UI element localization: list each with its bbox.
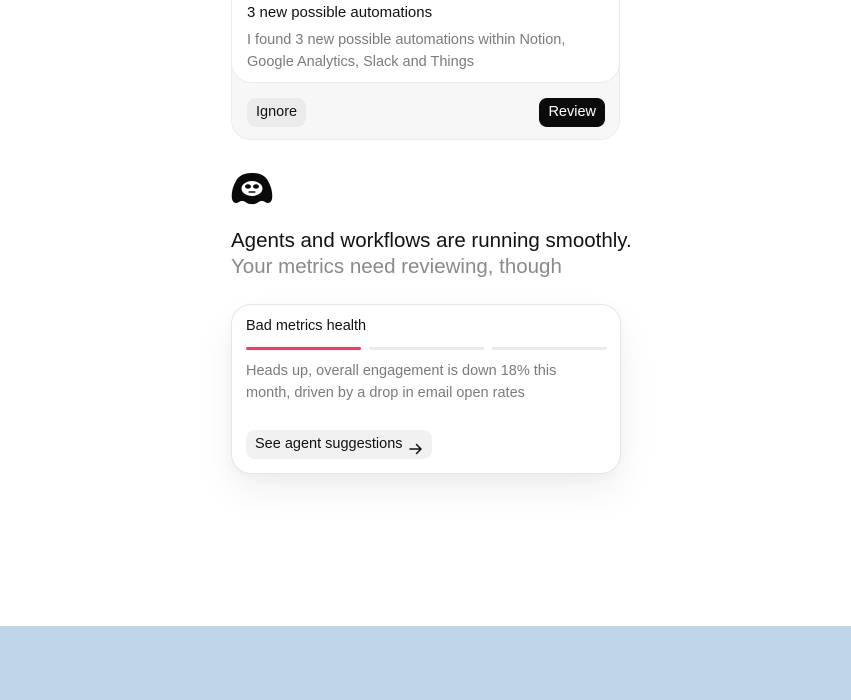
metrics-description: Heads up, overall engagement is down 18% this month, driven by a drop in email open rates (246, 363, 557, 401)
headline-sub: Your metrics need reviewing, though (231, 255, 562, 278)
automations-description: I found 3 new possible automations within Notion, Google Analytics, Slack and Things (247, 32, 566, 70)
headline-main: Agents and workflows are running smoothly. (231, 229, 632, 252)
automations-title: 3 new possible automations (247, 4, 433, 21)
see-agent-suggestions-button[interactable] (246, 430, 432, 459)
arrow-right-icon (409, 438, 423, 452)
suggestions-label: See agent suggestions (255, 436, 403, 452)
health-bar (246, 347, 607, 350)
automations-card-body (231, 0, 620, 83)
bottom-band (0, 626, 851, 700)
mascot-logo-icon (231, 172, 273, 205)
ignore-button[interactable]: Ignore (247, 98, 306, 127)
review-button[interactable]: Review (539, 98, 605, 127)
status-headline (231, 228, 651, 280)
health-segment (369, 347, 484, 350)
automations-card (231, 0, 620, 140)
metrics-title: Bad metrics health (246, 318, 367, 334)
health-segment (492, 347, 607, 350)
health-segment (246, 347, 361, 350)
metrics-health-card (231, 304, 621, 474)
